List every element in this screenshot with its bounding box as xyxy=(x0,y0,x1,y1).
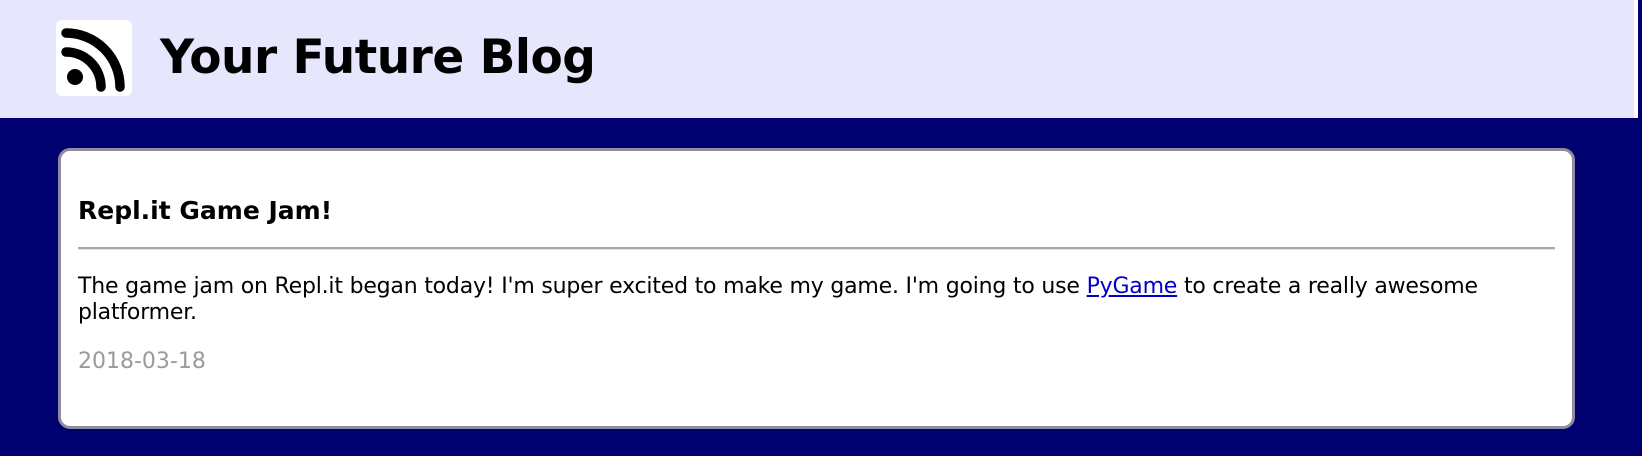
post-title: Repl.it Game Jam! xyxy=(78,196,333,225)
blog-post-card xyxy=(58,148,1575,429)
post-body-text-end: to create a really awesome platformer. xyxy=(78,274,1478,325)
post-body-text-start: The game jam on Repl.it began today! I'm super excited to make my game. I'm going to use xyxy=(78,274,1087,299)
post-body xyxy=(78,274,1538,326)
post-date: 2018-03-18 xyxy=(78,349,206,374)
window-edge xyxy=(1634,0,1638,118)
rss-feed-icon[interactable] xyxy=(56,20,132,96)
site-title: Your Future Blog xyxy=(160,30,596,85)
site-header xyxy=(0,0,1638,118)
pygame-link[interactable]: PyGame xyxy=(1086,274,1178,299)
post-divider xyxy=(78,247,1555,250)
